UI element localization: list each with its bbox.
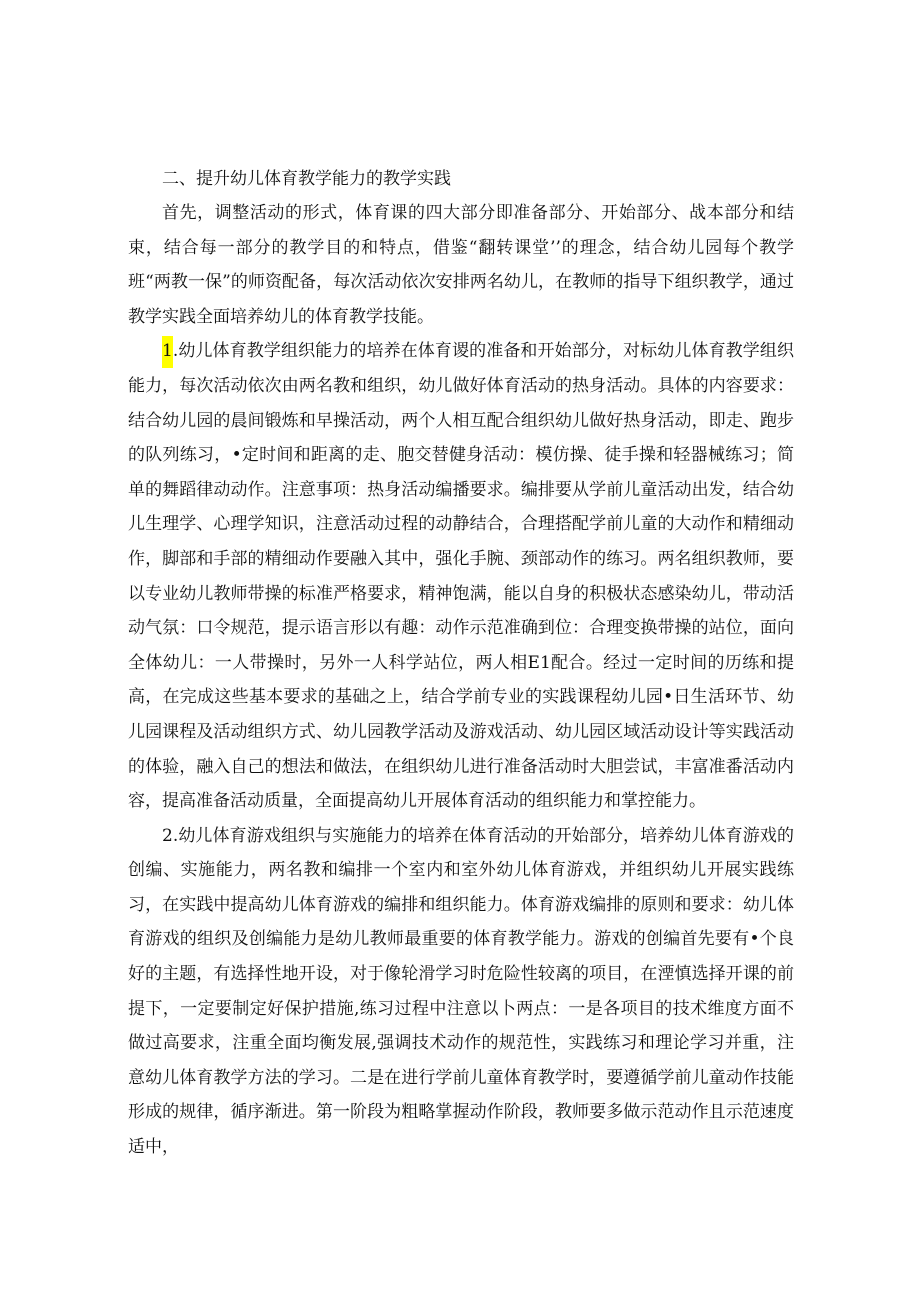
paragraph-intro-text: 首先，调整活动的形式，体育课的四大部分即准备部分、开始部分、战本部分和结束，结合每一部分的教学目的和特点，借鉴“翻转课堂’’的理念，结合幼儿园每个教学班“两教一保”的师资配备，每次活动依次安排两名幼儿，在教师的指导下组织教学，通过教学实践全面培养幼儿的体育教学技能。	[128, 203, 794, 327]
highlighted-item-number: 1	[162, 336, 173, 368]
paragraph-organization-ability-text: .幼儿体育教学组织能力的培养在体育谡的准备和开始部分，对标幼儿体育教学组织能力，每次活动依次由两名教和组织，幼儿做好体育活动的热身活动。具体的内容要求：结合幼儿园的晨间锻炼和早操活动，两个人相互配合组织幼儿做好热身活动，即走、跑步的队列练习，•定时间和距离的走、胞交替健身活动：模仿操、徒手操和轻器械练习；简单的舞蹈律动动作。注意事项：热身活动编播要求。编排要从学前儿童活动出发，结合幼儿生理学、心理学知识，注意活动过程的动静结合，合理搭配学前儿童的大动作和精细动作，脚部和手部的精细动作要融入其中，强化手腕、颈部动作的练习。两名组织教师，要以专业幼儿教师带操的标准严格要求，精神饱满，能以自身的积极状态感染幼儿，带动活动气氛：口令规范，提示语言形以有趣：动作示范准确到位：合理变换带操的站位，面向全体幼儿：一人带操时，另外一人科学站位，两人相E1配合。经过一定时间的历练和提高，在完成这些基本要求的基础之上，结合学前专业的实践课程幼儿园•日生活环节、幼儿园课程及活动组织方式、幼儿园教学活动及游戏活动、幼儿园区域活动设计等实践活动的体验，融入自己的想法和做法，在组织幼儿进行准备活动时大胆尝试，丰富准番活动内容，提高准备活动质量，全面提高幼儿开展体育活动的组织能力和掌控能力。	[128, 341, 794, 812]
paragraph-organization-ability	[128, 334, 794, 818]
paragraph-game-ability	[128, 819, 794, 1165]
document-body	[128, 162, 794, 1165]
paragraph-intro	[128, 196, 794, 334]
paragraph-game-ability-text: 2.幼儿体育游戏组织与实施能力的培养在体育活动的开始部分，培养幼儿体育游戏的创编、实施能力，两名教和编排一个室内和室外幼儿体育游戏，并组织幼儿开展实践练习，在实践中提高幼儿体育游戏的编排和组织能力。体育游戏编排的原则和要求：幼儿体育游戏的组织及创编能力是幼儿教师最重要的体育教学能力。游戏的创编首先要有•个良好的主题，有选择性地开设，对于像轮滑学习时危险性较离的项目，在湮慎选择开课的前提下，一定要制定好保护措施,练习过程中注意以卜两点：一是各项目的技术维度方面不做过高要求，注重全面均衡发展,强调技术动作的规范性，实践练习和理论学习并重，注意幼儿体育教学方法的学习。二是在进行学前儿童体育教学时，要遵循学前儿童动作技能形成的规律，循序渐进。第一阶段为粗略掌握动作阶段，教师要多做示范动作且示范速度适中，	[128, 825, 794, 1158]
section-heading: 二、提升幼儿体育教学能力的教学实践	[162, 169, 451, 189]
